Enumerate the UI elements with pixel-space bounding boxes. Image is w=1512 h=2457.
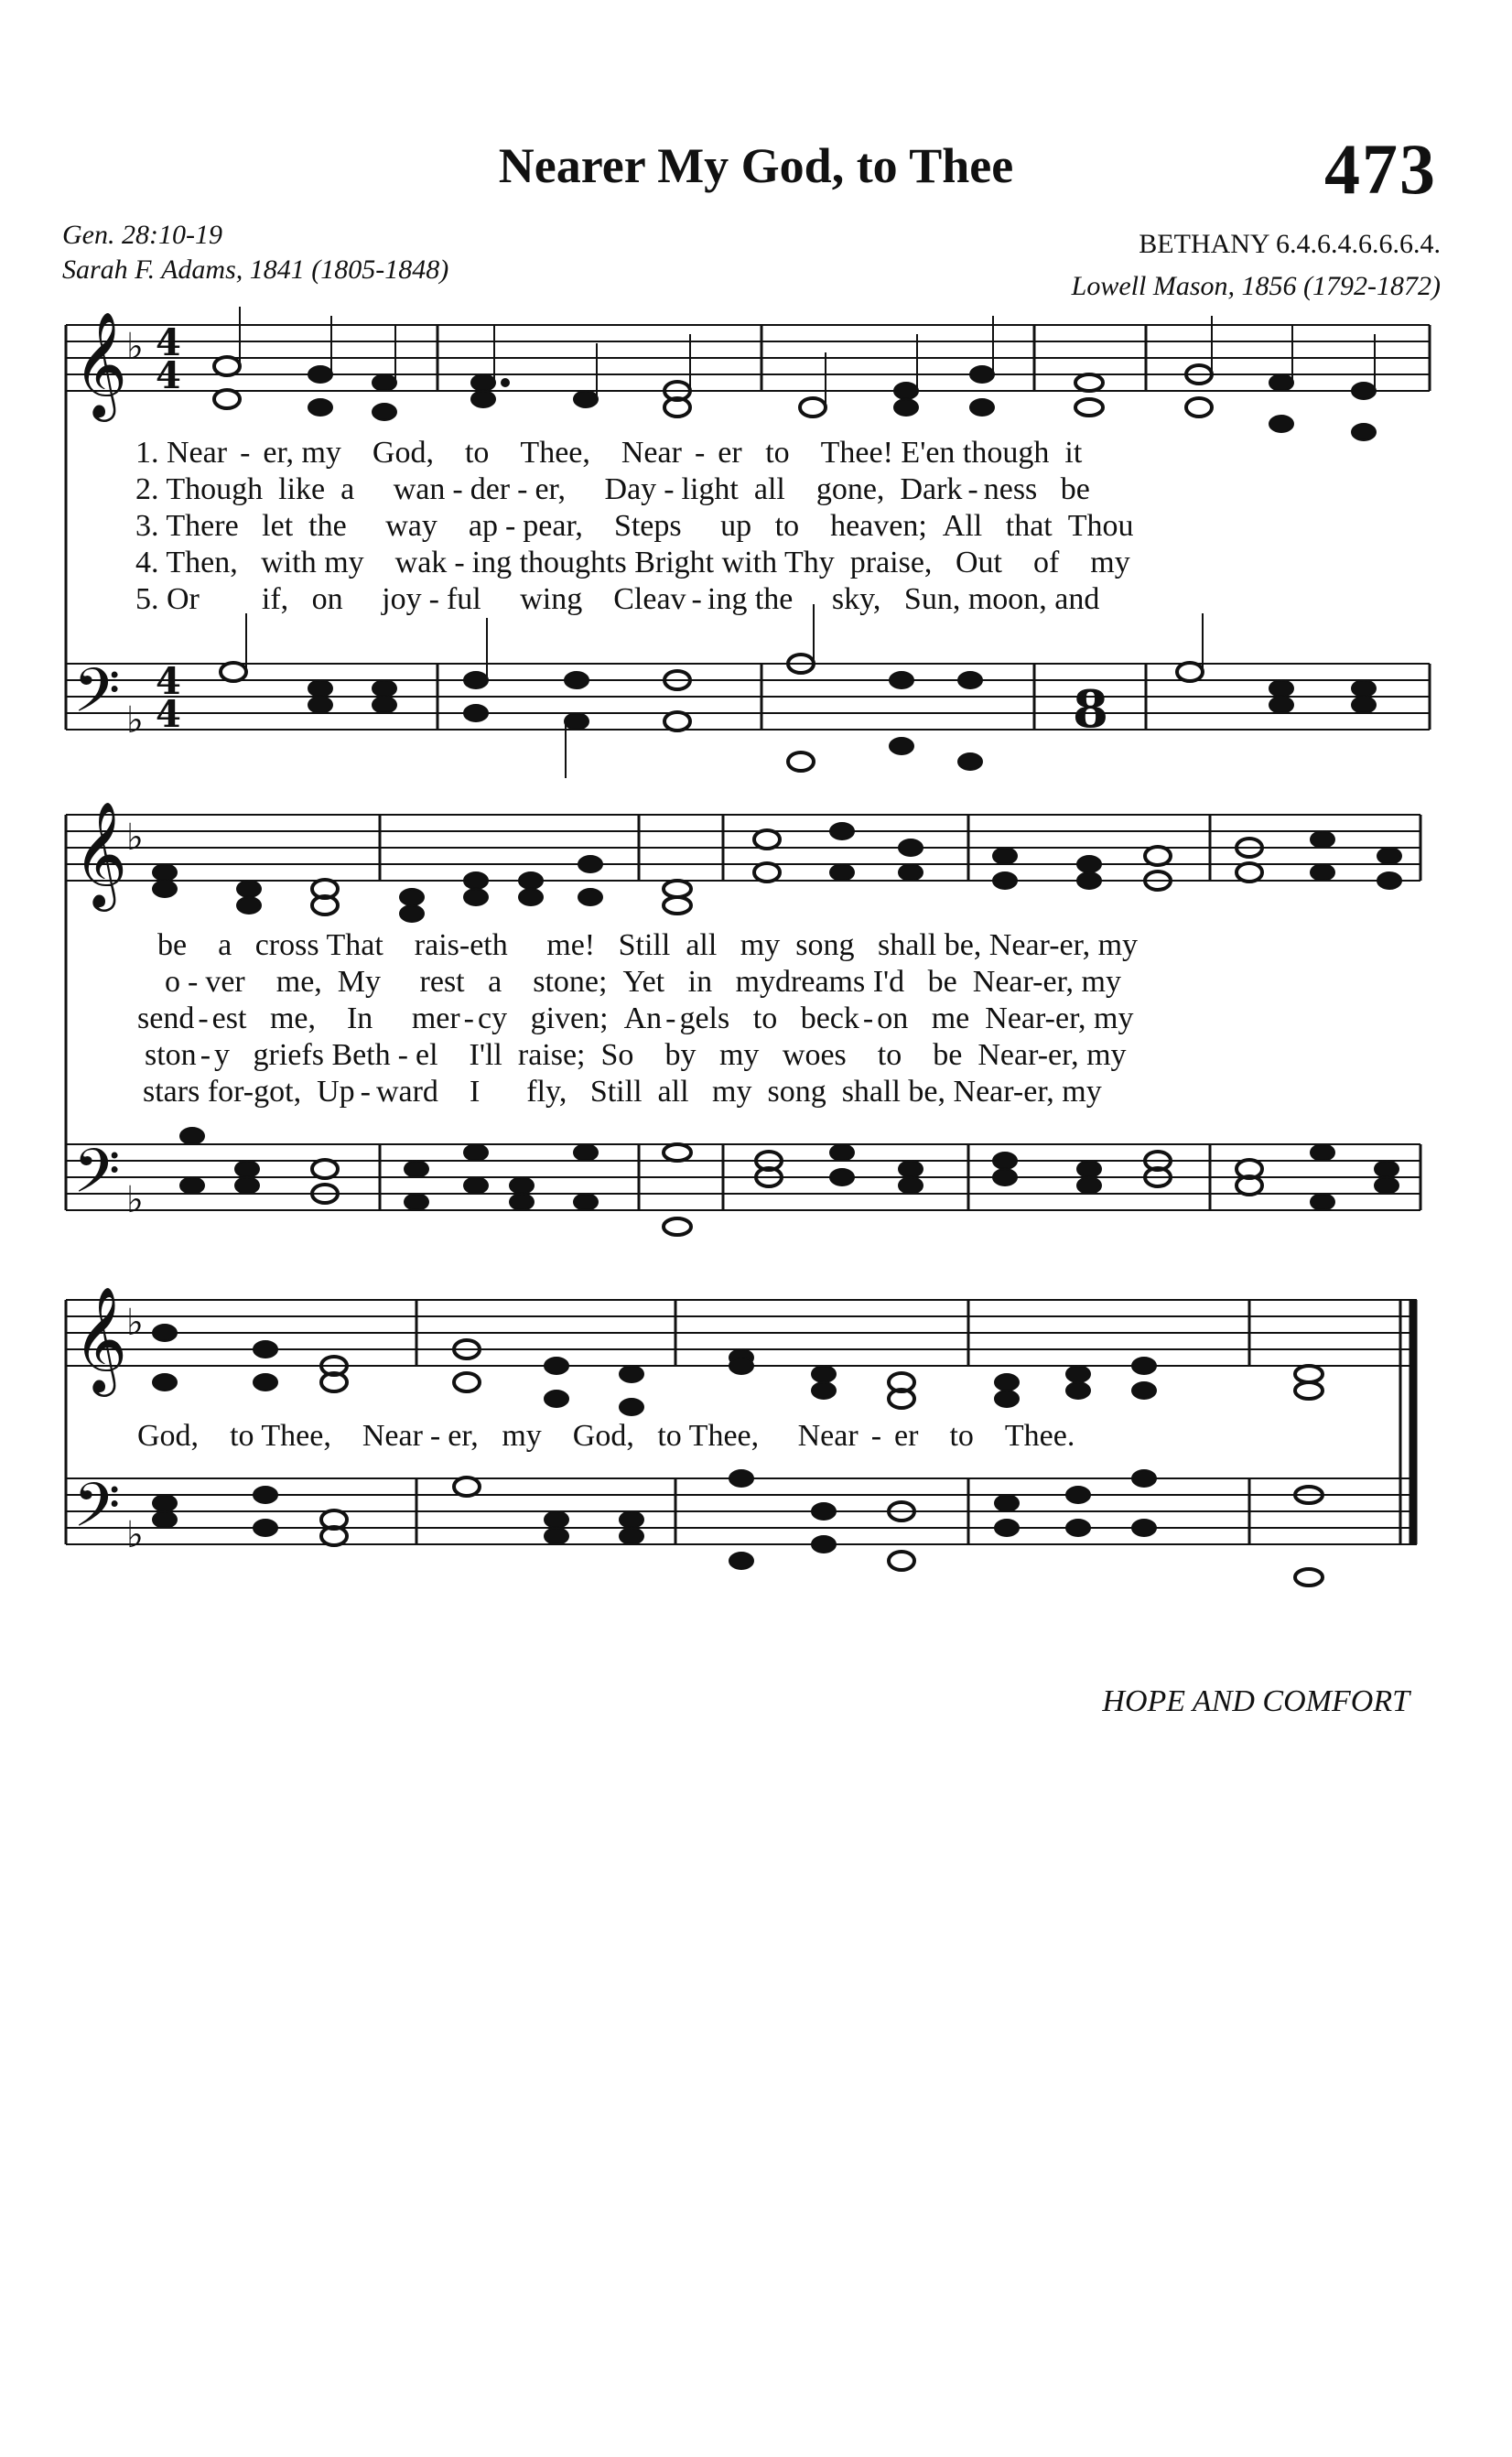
- svg-text:4: 4: [156, 321, 181, 364]
- svg-text:𝄢: 𝄢: [73, 655, 121, 741]
- svg-text:𝄢: 𝄢: [73, 1470, 121, 1555]
- author-credit: Sarah F. Adams, 1841 (1805-1848): [62, 254, 449, 285]
- svg-text:4: 4: [156, 354, 181, 397]
- svg-text:♭: ♭: [126, 1179, 144, 1221]
- category-label: HOPE AND COMFORT: [1102, 1684, 1409, 1718]
- svg-text:𝄢: 𝄢: [73, 1136, 121, 1221]
- svg-text:𝄞: 𝄞: [73, 800, 128, 907]
- svg-text:♭: ♭: [126, 1514, 144, 1556]
- svg-text:𝄞: 𝄞: [73, 1285, 128, 1392]
- refrain-line: God, to Thee, Near - er, my God, to Thee, Near - er to Thee.: [137, 1419, 1075, 1453]
- composer-credit: Lowell Mason, 1856 (1792-1872): [1071, 271, 1441, 301]
- svg-text:4: 4: [156, 693, 181, 736]
- hymn-number: 473: [1324, 129, 1437, 209]
- svg-text:♭: ♭: [126, 699, 144, 741]
- verse-1-line: be a cross That rais-eth me! Still all my song shall be, Near-er, my: [157, 928, 1139, 962]
- verse-2-line: 2. Though like a wan - der - er, Day - light all gone, Dark - ness be: [135, 472, 1090, 506]
- svg-text:𝄞: 𝄞: [73, 310, 128, 417]
- scripture-reference: Gen. 28:10-19: [62, 220, 222, 250]
- clefs: [73, 310, 127, 1555]
- verse-4-line: 4. Then, with my wak - ing thoughts Bright with Thy praise, Out of my: [135, 546, 1130, 579]
- verse-5-line: stars for-got, Up - ward I fly, Still all my song shall be, Near-er, my: [143, 1075, 1102, 1109]
- verse-3-line: send - est me, In mer - cy given; An - gels to beck - on me Near-er, my: [137, 1001, 1134, 1035]
- verse-1-line: 1. Near - er, my God, to Thee, Near - er to Thee! E'en though it: [135, 436, 1083, 470]
- verse-3-line: 3. There let the way ap - pear, Steps up to heaven; All that Thou: [135, 509, 1134, 543]
- svg-text:8: 8: [1073, 679, 1108, 740]
- hymn-title: Nearer My God, to Thee: [498, 138, 1014, 193]
- tune-name: BETHANY 6.4.6.4.6.6.6.4.: [1139, 229, 1441, 259]
- verse-5-line: 5. Or if, on joy - ful wing Cleav - ing the sky, Sun, moon, and: [135, 582, 1100, 616]
- svg-text:♭: ♭: [126, 326, 144, 368]
- svg-text:♭: ♭: [126, 817, 144, 859]
- verse-4-line: ston - y griefs Beth - el I'll raise; So by my woes to be Near-er, my: [145, 1038, 1127, 1072]
- svg-text:♭: ♭: [126, 1302, 144, 1344]
- verse-2-line: o - ver me, My rest a stone; Yet in mydreams I'd be Near-er, my: [165, 965, 1121, 999]
- svg-text:4: 4: [156, 660, 181, 703]
